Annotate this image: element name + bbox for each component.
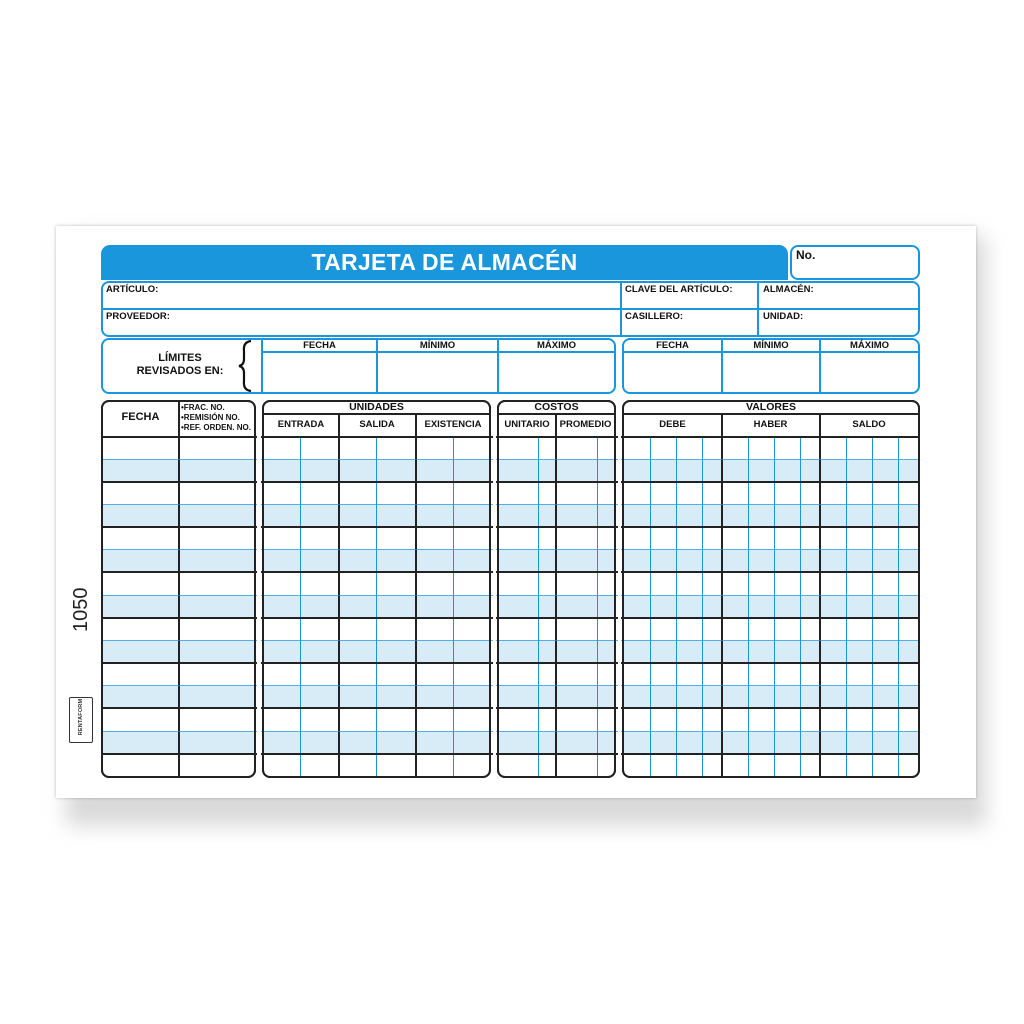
brand-logo: RENTAFORM bbox=[69, 697, 93, 743]
limits-maximo-header-2: MÁXIMO bbox=[849, 340, 890, 351]
fecha-header: FECHA bbox=[121, 411, 160, 423]
proveedor-field[interactable]: PROVEEDOR: bbox=[106, 311, 170, 322]
salida-header: SALIDA bbox=[359, 419, 395, 430]
limits-maximo-header-1: MÁXIMO bbox=[536, 340, 577, 351]
frac-no-header: •FRAC. NO. bbox=[181, 403, 225, 412]
saldo-header: SALDO bbox=[852, 419, 886, 430]
valores-title: VALORES bbox=[746, 401, 796, 413]
limits-fecha-header-2: FECHA bbox=[656, 340, 689, 351]
haber-header: HABER bbox=[753, 419, 788, 430]
casillero-field[interactable]: CASILLERO: bbox=[625, 311, 684, 322]
promedio-header: PROMEDIO bbox=[559, 419, 612, 430]
limits-label-2: REVISADOS EN: bbox=[136, 365, 224, 377]
unidades-title: UNIDADES bbox=[349, 401, 404, 413]
form-number: 1050 bbox=[70, 587, 92, 632]
ref-orden-no-header: •REF. ORDEN. NO. bbox=[181, 423, 251, 432]
clave-articulo-field[interactable]: CLAVE DEL ARTÍCULO: bbox=[625, 284, 733, 295]
remision-no-header: •REMISIÓN NO. bbox=[181, 413, 240, 422]
existencia-header: EXISTENCIA bbox=[424, 419, 482, 430]
almacen-field[interactable]: ALMACÉN: bbox=[763, 284, 814, 295]
number-label: No. bbox=[796, 248, 816, 262]
limits-minimo-header-1: MÍNIMO bbox=[419, 340, 456, 351]
unidad-field[interactable]: UNIDAD: bbox=[763, 311, 804, 322]
limits-fecha-header-1: FECHA bbox=[303, 340, 336, 351]
entrada-header: ENTRADA bbox=[277, 419, 325, 430]
costos-title: COSTOS bbox=[534, 401, 579, 413]
limits-minimo-header-2: MÍNIMO bbox=[753, 340, 789, 351]
limits-label-1: LÍMITES bbox=[158, 352, 202, 364]
brace-icon bbox=[236, 339, 256, 393]
debe-header: DEBE bbox=[659, 419, 686, 430]
unitario-header: UNITARIO bbox=[504, 419, 550, 430]
card-title: TARJETA DE ALMACÉN bbox=[101, 245, 788, 280]
articulo-field[interactable]: ARTÍCULO: bbox=[106, 284, 159, 295]
